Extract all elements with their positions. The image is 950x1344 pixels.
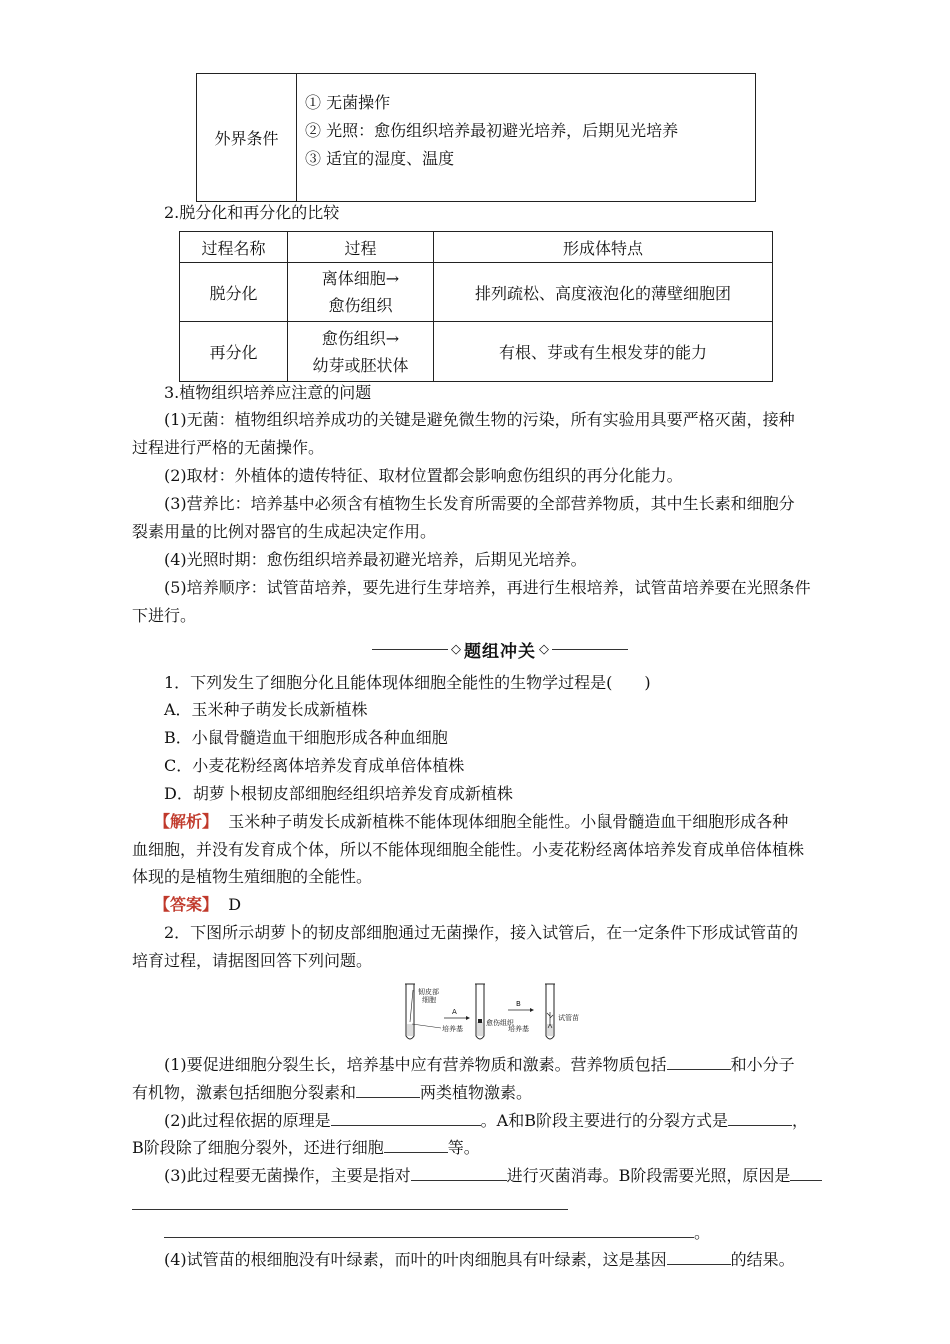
label-seedling: 试管苗 bbox=[558, 1014, 579, 1022]
label-medium: 培养基 bbox=[508, 1025, 529, 1033]
answer-value: D bbox=[228, 895, 242, 914]
sub-question bbox=[164, 1110, 808, 1131]
text: 进行灭菌消毒。B阶段需要光照，原因是 bbox=[506, 1166, 791, 1185]
text: 和小分子 bbox=[730, 1055, 795, 1074]
table-cell bbox=[288, 322, 434, 382]
analysis-line: 体现的是植物生殖细胞的全能性。 bbox=[132, 867, 373, 886]
section-banner bbox=[372, 636, 628, 662]
question-stem: 2．下图所示胡萝卜的韧皮部细胞通过无菌操作，接入试管后，在一定条件下形成试管苗的 bbox=[164, 923, 799, 942]
option: D．胡萝卜根韧皮部细胞经组织培养发育成新植株 bbox=[164, 784, 513, 803]
question-stem: 培育过程，请据图回答下列问题。 bbox=[132, 951, 373, 970]
analysis-text: 玉米种子萌发长成新植株不能体现体细胞全能性。小鼠骨髓造血干细胞形成各种 bbox=[228, 812, 789, 831]
banner-rule bbox=[552, 649, 628, 650]
label-callus: 愈伤组织 bbox=[486, 1019, 514, 1027]
answer-line bbox=[154, 895, 241, 915]
comparison-table bbox=[179, 231, 773, 382]
table-cell: 再分化 bbox=[180, 322, 288, 382]
text: 。A和B阶段主要进行的分裂方式是 bbox=[480, 1111, 728, 1130]
medium-2 bbox=[477, 1022, 483, 1036]
table1-item: ① 无菌操作 bbox=[305, 92, 391, 112]
diamond-icon: ◇ bbox=[539, 641, 549, 657]
answer-tag: 【答案】 bbox=[154, 895, 219, 914]
label-cell: 韧皮部 bbox=[418, 988, 439, 996]
paragraph: (5)培养顺序：试管苗培养，要先进行生芽培养，再进行生根培养，试管苗培养要在光照条件 bbox=[164, 578, 811, 597]
text: (3)此过程要无菌操作，主要是指对 bbox=[164, 1166, 411, 1185]
table1-items bbox=[297, 74, 756, 202]
table1-item: ③ 适宜的湿度、温度 bbox=[305, 148, 455, 168]
external-conditions-table bbox=[196, 73, 756, 202]
text: ， bbox=[792, 1111, 809, 1130]
answer-blank[interactable] bbox=[132, 1209, 568, 1210]
analysis-line bbox=[154, 812, 788, 832]
callus-mass bbox=[478, 1019, 482, 1023]
text: (1)要促进细胞分裂生长，培养基中应有营养物质和激素。营养物质包括 bbox=[164, 1055, 667, 1074]
paragraph: 裂素用量的比例对器官的生成起决定作用。 bbox=[132, 522, 437, 541]
table-cell: 排列疏松、高度液泡化的薄壁细胞团 bbox=[434, 263, 773, 322]
sub-question bbox=[132, 1137, 480, 1158]
table1-item: ② 光照：愈伤组织培养最初避光培养，后期见光培养 bbox=[305, 120, 679, 140]
paragraph: (4)光照时期：愈伤组织培养最初避光培养，后期见光培养。 bbox=[164, 550, 587, 569]
sub-question bbox=[164, 1249, 795, 1270]
sub-question bbox=[164, 1165, 822, 1186]
table1-label: 外界条件 bbox=[197, 74, 297, 202]
process-line: 愈伤组织→ bbox=[321, 328, 400, 348]
table-cell bbox=[288, 263, 434, 322]
sub-question bbox=[132, 1082, 532, 1103]
answer-blank[interactable] bbox=[384, 1137, 448, 1153]
answer-blank[interactable] bbox=[331, 1110, 481, 1126]
culture-diagram bbox=[396, 980, 588, 1046]
text: B阶段除了细胞分裂外，还进行细胞 bbox=[132, 1138, 384, 1157]
table-header: 形成体特点 bbox=[434, 232, 773, 263]
table-cell: 有根、芽或有生根发芽的能力 bbox=[434, 322, 773, 382]
option: A．玉米种子萌发长成新植株 bbox=[164, 700, 368, 719]
sub-question bbox=[164, 1054, 795, 1075]
table-header: 过程 bbox=[288, 232, 434, 263]
table-cell: 脱分化 bbox=[180, 263, 288, 322]
answer-blank[interactable] bbox=[356, 1082, 420, 1098]
answer-blank[interactable] bbox=[411, 1165, 507, 1181]
paragraph: 过程进行严格的无菌操作。 bbox=[132, 438, 325, 457]
text: 有机物，激素包括细胞分裂素和 bbox=[132, 1083, 357, 1102]
table-row bbox=[180, 322, 773, 382]
diamond-icon: ◇ bbox=[451, 641, 461, 657]
paragraph: 下进行。 bbox=[132, 606, 197, 625]
answer-blank[interactable] bbox=[164, 1222, 694, 1238]
banner-title: 题组冲关 bbox=[464, 641, 536, 662]
answer-blank[interactable] bbox=[667, 1054, 731, 1070]
label-cell: 细胞 bbox=[422, 996, 436, 1004]
label-b: B bbox=[516, 1000, 521, 1008]
process-line: 愈伤组织 bbox=[328, 296, 393, 315]
table-header: 过程名称 bbox=[180, 232, 288, 263]
paragraph: (1)无菌：植物组织培养成功的关键是避免微生物的污染，所有实验用具要严格灭菌，接种 bbox=[164, 410, 795, 429]
text: 的结果。 bbox=[730, 1250, 795, 1269]
table-row bbox=[180, 263, 773, 322]
label-a: A bbox=[452, 1008, 457, 1016]
option: B．小鼠骨髓造血干细胞形成各种血细胞 bbox=[164, 728, 448, 747]
answer-blank[interactable] bbox=[728, 1110, 792, 1126]
paragraph: (3)营养比：培养基中必须含有植物生长发育所需要的全部营养物质，其中生长素和细胞分 bbox=[164, 494, 795, 513]
banner-rule bbox=[372, 649, 448, 650]
text: (4)试管苗的根细胞没有叶绿素，而叶的叶肉细胞具有叶绿素，这是基因 bbox=[164, 1250, 667, 1269]
text: 。 bbox=[694, 1223, 711, 1242]
answer-blank[interactable] bbox=[667, 1249, 731, 1265]
analysis-line: 血细胞，并没有发育成个体，所以不能体现细胞全能性。小麦花粉经离体培养发育成单倍体植株 bbox=[132, 840, 805, 859]
option: C．小麦花粉经离体培养发育成单倍体植株 bbox=[164, 756, 465, 775]
text: 等。 bbox=[447, 1138, 480, 1157]
text: 两类植物激素。 bbox=[420, 1083, 533, 1102]
medium-1 bbox=[407, 1024, 413, 1036]
section-heading: 2.脱分化和再分化的比较 bbox=[164, 203, 340, 222]
label-medium: 培养基 bbox=[442, 1025, 463, 1033]
paragraph: (2)取材：外植体的遗传特征、取材位置都会影响愈伤组织的再分化能力。 bbox=[164, 466, 683, 485]
question-stem: 1．下列发生了细胞分化且能体现体细胞全能性的生物学过程是( ) bbox=[164, 673, 651, 692]
text: (2)此过程依据的原理是 bbox=[164, 1111, 331, 1130]
answer-blank[interactable] bbox=[790, 1165, 822, 1181]
section-heading: 3.植物组织培养应注意的问题 bbox=[164, 383, 372, 402]
process-line: 离体细胞→ bbox=[321, 269, 400, 288]
sub-question bbox=[164, 1222, 710, 1243]
analysis-tag: 【解析】 bbox=[154, 812, 219, 831]
process-line: 幼芽或胚状体 bbox=[312, 355, 409, 375]
